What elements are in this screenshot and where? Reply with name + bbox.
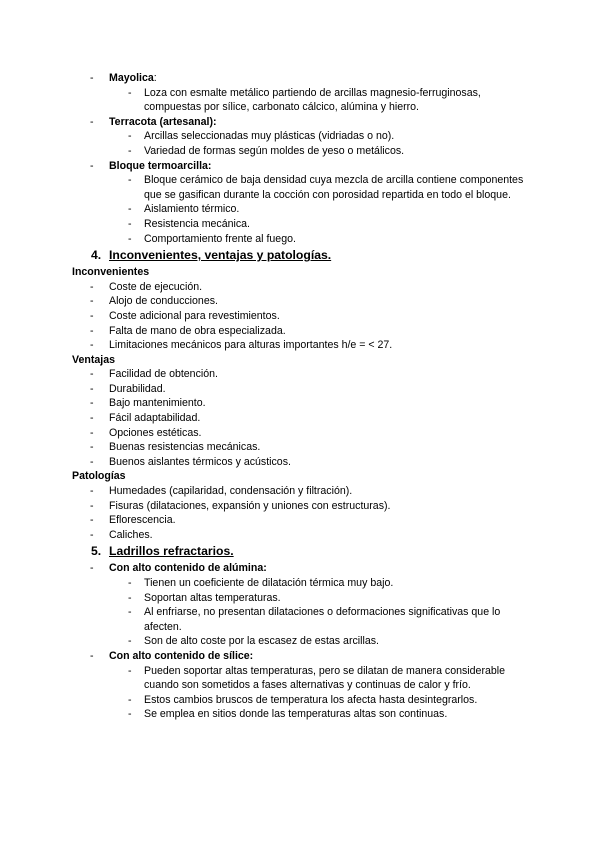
sub-list-item (72, 576, 532, 591)
list-item (72, 499, 532, 514)
section-heading-5 (72, 543, 532, 560)
item-text: Tienen un coeficiente de dilatación térmica muy bajo. (144, 577, 394, 589)
list-item (72, 338, 532, 353)
bullet-dash: - (90, 382, 94, 395)
item-text: Humedades (capilaridad, condensación y filtración). (109, 485, 353, 498)
subheading-ventajas: Ventajas (72, 353, 115, 366)
item-text: Variedad de formas según moldes de yeso o metálicos. (144, 144, 405, 157)
item-text: Eflorescencia. (109, 514, 176, 527)
item-text: Alojo de conducciones. (109, 295, 218, 308)
bullet-dash: - (90, 412, 94, 425)
section-title: Inconvenientes, ventajas y patologías. (109, 248, 332, 263)
item-text: Aislamiento térmico. (144, 203, 240, 216)
item-text: Bajo mantenimiento. (109, 397, 206, 410)
bullet-dash: - (128, 86, 132, 99)
item-text: Fisuras (dilataciones, expansión y uniones con estructuras). (109, 499, 391, 512)
item-label: Mayolica (109, 72, 154, 84)
bullet-dash: - (128, 217, 132, 230)
bullet-dash: - (128, 232, 132, 245)
item-text: Falta de mano de obra especializada. (109, 324, 286, 337)
list-item (72, 382, 532, 397)
item-text: Resistencia mecánica. (144, 217, 250, 230)
sub-list-item (72, 144, 532, 159)
item-text: Se emplea en sitios donde las temperaturas altas son continuas. (144, 708, 448, 721)
list-item-mayolica (72, 71, 532, 86)
sub-list-item (72, 86, 532, 101)
sub-list-item-continued (72, 100, 532, 115)
bullet-dash: - (90, 324, 94, 337)
bullet-dash: - (90, 485, 94, 498)
bullet-dash: - (128, 174, 132, 187)
item-text-line: Loza con esmalte metálico partiendo de arcillas magnesio-ferruginosas, (144, 86, 481, 99)
item-label: Con alto contenido de alúmina: (109, 562, 267, 575)
list-item (72, 280, 532, 295)
bullet-dash: - (128, 203, 132, 216)
bullet-dash: - (90, 649, 94, 662)
bullet-dash: - (90, 115, 94, 128)
list-item-terracota (72, 115, 532, 130)
list-item (72, 426, 532, 441)
sub-list-item (72, 173, 532, 202)
item-label: Terracota (artesanal): (109, 115, 217, 128)
item-text: Arcillas seleccionadas muy plásticas (vidriadas o no). (144, 130, 395, 143)
item-text: Durabilidad. (109, 382, 166, 395)
sub-list-item (72, 634, 532, 649)
item-text: Fácil adaptabilidad. (109, 412, 201, 425)
list-item (72, 528, 532, 543)
section-title: Ladrillos refractarios. (109, 544, 234, 559)
bullet-dash: - (90, 441, 94, 454)
item-text: Buenas resistencias mecánicas. (109, 441, 261, 454)
bullet-dash: - (90, 72, 94, 84)
list-item (72, 367, 532, 382)
item-text: Soportan altas temperaturas. (144, 591, 281, 604)
item-text: Coste de ejecución. (109, 280, 203, 293)
sub-list-item (72, 202, 532, 217)
bullet-dash: - (90, 397, 94, 410)
bullet-dash: - (90, 499, 94, 512)
list-item-alumina (72, 561, 532, 576)
subheading-inconvenientes: Inconvenientes (72, 266, 150, 279)
item-text: Comportamiento frente al fuego. (144, 232, 296, 245)
item-text: Opciones estéticas. (109, 426, 202, 439)
bullet-dash: - (90, 339, 94, 352)
bullet-dash: - (128, 606, 132, 619)
bullet-dash: - (128, 664, 132, 677)
item-text: Al enfriarse, no presentan dilataciones o deformaciones significativas que lo afecten. (144, 606, 501, 633)
item-text: Buenos aislantes térmicos y acústicos. (109, 455, 291, 468)
bullet-dash: - (128, 591, 132, 604)
sub-list-item (72, 664, 532, 693)
bullet-dash: - (90, 514, 94, 527)
list-item (72, 411, 532, 426)
bullet-dash: - (128, 130, 132, 143)
item-text: Bloque cerámico de baja densidad cuya mezcla de arcilla contiene componentes que se gasifican durante la cocción con porosidad repartida en todo el bloque. (144, 174, 524, 201)
item-text: Son de alto coste por la escasez de estas arcillas. (144, 635, 379, 648)
list-item (72, 294, 532, 309)
sub-list-item (72, 693, 532, 708)
item-text: Facilidad de obtención. (109, 368, 218, 381)
bullet-dash: - (90, 426, 94, 439)
item-text: Coste adicional para revestimientos. (109, 309, 280, 322)
sub-list-item (72, 605, 532, 634)
sub-list-item (72, 217, 532, 232)
list-item (72, 513, 532, 528)
bullet-dash: - (90, 528, 94, 541)
list-item (72, 324, 532, 339)
bullet-dash: - (128, 635, 132, 648)
item-text: Estos cambios bruscos de temperatura los afecta hasta desintegrarlos. (144, 693, 478, 706)
list-item (72, 440, 532, 455)
bullet-dash: - (90, 280, 94, 293)
section-number: 5. (91, 544, 102, 559)
item-text: Pueden soportar altas temperaturas, pero se dilatan de manera considerable cuando son sometidos a fases alternativas y continuas de calor y frío. (144, 664, 505, 692)
list-item (72, 309, 532, 324)
list-item (72, 455, 532, 470)
list-item (72, 396, 532, 411)
bullet-dash: - (128, 708, 132, 721)
sub-list-item (72, 591, 532, 606)
item-text: Limitaciones mecánicos para alturas importantes h/e = < 27. (109, 339, 393, 352)
list-item (72, 484, 532, 499)
item-label: Bloque termoarcilla: (109, 159, 212, 172)
item-label: Con alto contenido de sílice: (109, 649, 254, 662)
bullet-dash: - (90, 295, 94, 308)
bullet-dash: - (128, 577, 132, 589)
sub-list-item (72, 232, 532, 247)
bullet-dash: - (90, 159, 94, 172)
sub-list-item (72, 129, 532, 144)
bullet-dash: - (128, 144, 132, 157)
section-number: 4. (91, 248, 102, 263)
bullet-dash: - (90, 309, 94, 322)
item-colon: : (153, 72, 157, 84)
section-heading-4 (72, 247, 532, 264)
item-text-line: compuestas por sílice, carbonato cálcico, alúmina y hierro. (144, 101, 419, 114)
bullet-dash: - (90, 562, 94, 575)
sub-list-item (72, 707, 532, 722)
subheading-patologias: Patologías (72, 470, 126, 483)
bullet-dash: - (90, 455, 94, 468)
bullet-dash: - (128, 693, 132, 706)
list-item-bloque-termoarcilla (72, 159, 532, 174)
list-item-silice (72, 649, 532, 664)
document-content (72, 71, 532, 722)
bullet-dash: - (90, 368, 94, 381)
item-text: Caliches. (109, 528, 153, 541)
